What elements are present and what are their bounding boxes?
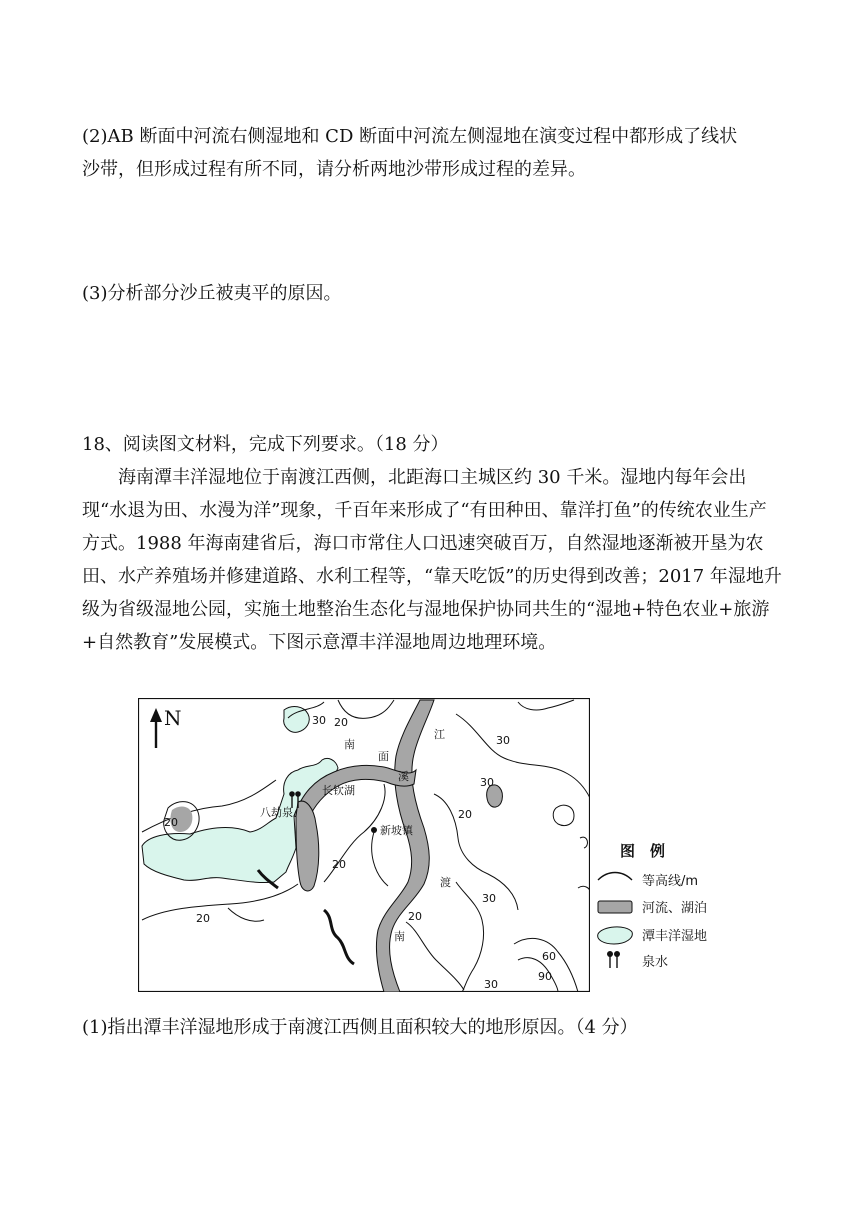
label-bajiequan: 八劫泉 [260,806,293,819]
legend-river-icon [598,901,632,913]
contour-label: 20 [334,716,348,729]
legend-wetland-icon [598,927,633,944]
label-changqinhu: 长钦湖 [322,784,355,797]
contour-label: 20 [164,816,178,829]
question-18-title: 18、阅读图文材料，完成下列要求。（18 分） [82,434,449,455]
contour-label: 30 [480,776,494,789]
question-2 [82,120,782,186]
contour-label: 90 [538,970,552,983]
contour-label: 30 [312,714,326,727]
contour-label: 60 [542,950,556,963]
label-nan-2: 南 [394,930,405,943]
contour-label: 20 [196,912,210,925]
label-mian: 面 [378,750,389,763]
label-xinpozhen: 新坡镇 [380,824,413,837]
contour-label: 30 [496,734,510,747]
legend-river: 河流、湖泊 [642,901,708,916]
label-du: 渡 [440,876,451,889]
legend-spring-icon [607,951,620,968]
question-3: (3)分析部分沙丘被夷平的原因。 [82,283,342,304]
contour-label: 30 [484,978,498,991]
town-dot [371,827,377,833]
contour-label: 20 [458,808,472,821]
legend-title: 图 例 [620,842,666,860]
legend-spring: 泉水 [642,955,669,970]
wetland-map [138,698,590,992]
contour-label: 20 [408,910,422,923]
label-jiang: 江 [434,728,445,741]
legend-contour-icon [598,873,632,881]
contour-label: 20 [332,858,346,871]
question-2-line-2: 沙带，但形成过程有所不同，请分析两地沙带形成过程的差异。 [82,159,586,180]
contour-label: 30 [482,892,496,905]
legend-contour: 等高线/m [642,874,699,889]
question-18-sub-1: (1)指出潭丰洋湿地形成于南渡江西侧且面积较大的地形原因。（4 分） [82,1017,638,1038]
north-label: N [164,706,182,730]
question-18-material: 海南潭丰洋湿地位于南渡江西侧，北距海口主城区约 30 千米。湿地内每年会出现“水退为田、水漫为洋”现象，千百年来形成了“有田种田、靠洋打鱼”的传统农业生产方式。1988 年海南建省后，海口市常住人口迅速突破百万，自然湿地逐渐被开垦为农田、水产养殖场并修建道路、水利工程等，“靠天吃饭”的历史得到改善；2017 年湿地升级为省级湿地公园，实施土地整治生态化与湿地保护协同共生的“湿地+特色农业+旅游+自然教育”发展模式。下图示意潭丰洋湿地周边地理环境。 [82,467,782,653]
question-2-line-1: (2)AB 断面中河流右侧湿地和 CD 断面中河流左侧湿地在演变过程中都形成了线状 [82,126,738,147]
wetland-area-north [284,707,310,733]
label-nan: 南 [344,738,355,751]
legend-wetland: 潭丰洋湿地 [642,929,708,944]
label-xi: 溪 [398,770,409,783]
map-legend [596,838,766,988]
